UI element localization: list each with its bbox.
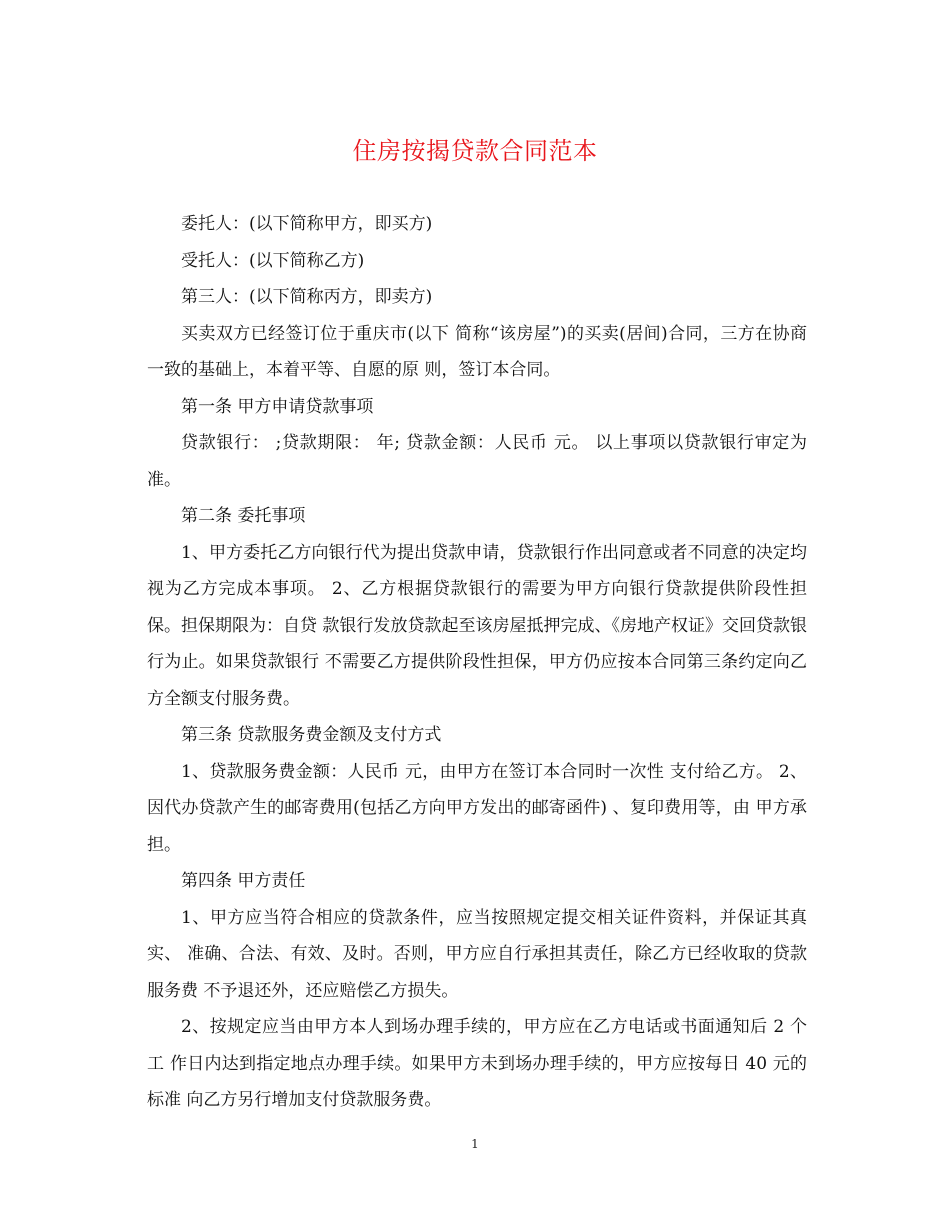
paragraph-principal: 委托人：(以下简称甲方，即买方) — [181, 214, 433, 234]
section-heading-1: 第一条 甲方申请贷款事项 — [181, 396, 374, 417]
section-heading-2: 第二条 委托事项 — [181, 506, 306, 526]
document-title: 住房按揭贷款合同范本 — [352, 137, 598, 165]
paragraph-agent: 受托人：(以下简称乙方) — [181, 250, 365, 271]
paragraph-service-fee: 1、贷款服务费金额：人民币 元，由甲方在签订本合同时一次性 支付给乙方。 2、因代办贷款产生的邮寄费用(包括乙方向甲方发出的邮寄函件) 、复印费用等，由 甲方承担。 — [147, 761, 807, 855]
section-heading-4: 第四条 甲方责任 — [181, 871, 306, 891]
paragraph-party-a-duty-2: 2、按规定应当由甲方本人到场办理手续的，甲方应在乙方电话或书面通知后 2 个工 作日内达到指定地点办理手续。如果甲方未到场办理手续的，甲方应按每日 40 元的标准 向乙方另行增加支付贷款服务费。 — [147, 1017, 807, 1110]
paragraph-entrusted-matters: 1、甲方委托乙方向银行代为提出贷款申请，贷款银行作出同意或者不同意的决定均 视为乙方完成本事项。 2、乙方根据贷款银行的需要为甲方向银行贷款提供阶段性担保。担保期限为：自贷 款银行发放贷款起至该房屋抵押完成、《房地产权证》交回贷款银行为止。如果贷款银行 不需要乙方提供阶段性担保，甲方仍应按本合同第三条约定向乙方全额支付服务费。 — [147, 542, 807, 709]
document-body — [147, 206, 807, 1119]
paragraph-third-party: 第三人：(以下简称丙方，即卖方) — [181, 287, 433, 307]
page-number: 1 — [471, 1137, 479, 1151]
paragraph-preamble: 买卖双方已经签订位于重庆市(以下 简称“该房屋”)的买卖(居间)合同，三方在协商一致的基础上，本着平等、自愿的原 则，签订本合同。 — [147, 323, 807, 380]
paragraph-loan-details: 贷款银行： ;贷款期限： 年; 贷款金额：人民币 元。 以上事项以贷款银行审定为准。 — [147, 433, 807, 490]
section-heading-3: 第三条 贷款服务费金额及支付方式 — [181, 725, 442, 745]
paragraph-party-a-duty-1: 1、甲方应当符合相应的贷款条件，应当按照规定提交相关证件资料，并保证其真实、 准确、合法、有效、及时。否则，甲方应自行承担其责任，除乙方已经收取的贷款服务费 不予退还外，还应赔偿乙方损失。 — [147, 907, 807, 1001]
